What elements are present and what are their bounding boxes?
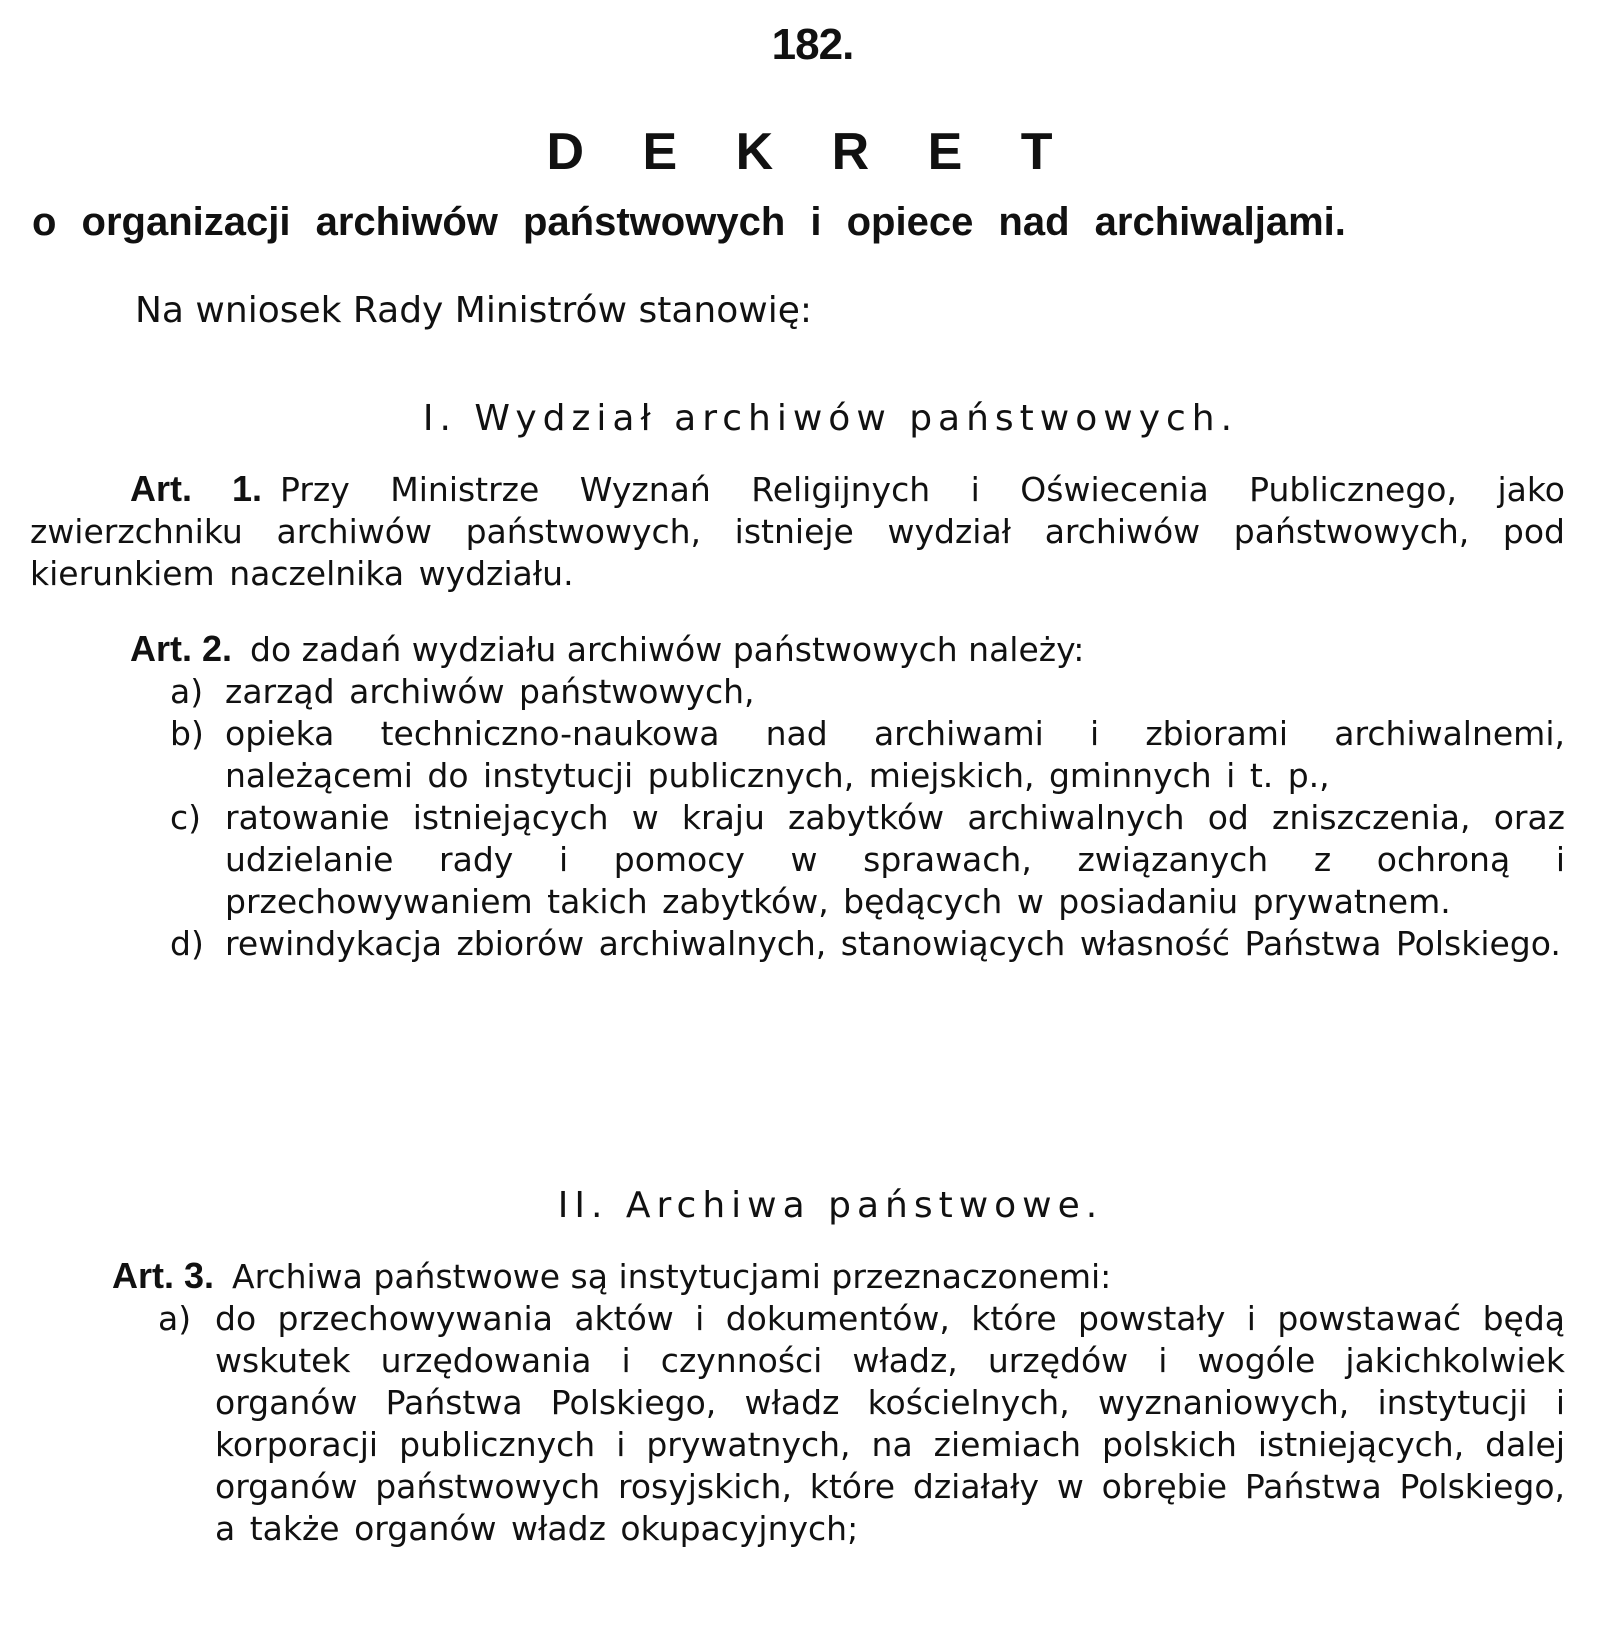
article-3-heading	[30, 1255, 1565, 1298]
article-3-text: Archiwa państwowe są instytucjami przeznaczonemi:	[232, 1257, 1112, 1296]
article-1-label: Art. 1.	[130, 468, 263, 509]
item-marker: b)	[170, 714, 204, 753]
item-text: rewindykacja zbiorów archiwalnych, stanowiących własność Państwa Polskiego.	[225, 924, 1561, 963]
page-number: 182.	[771, 20, 854, 69]
item-text: ratowanie istniejących w kraju zabytków archiwalnych od zniszczenia, oraz udzielanie rady i pomocy w sprawach, związanych z ochroną i przechowywaniem takich zabytków, będących w posiadaniu prywatnem.	[225, 798, 1565, 921]
article-2-label: Art. 2.	[130, 628, 233, 669]
document-title: D E K R E T	[546, 123, 1075, 181]
item-text: zarząd archiwów państwowych,	[225, 672, 755, 711]
article-3-label: Art. 3.	[112, 1255, 215, 1296]
article-1	[30, 468, 1565, 595]
article-2-text: do zadań wydziału archiwów państwowych należy:	[250, 630, 1085, 669]
article-1-text: Przy Ministrze Wyznań Religijnych i Oświecenia Publicznego, jako zwierzchniku archiwów państwowych, istnieje wydział archiwów państwowych, pod kierunkiem naczelnika wydziału.	[30, 470, 1565, 593]
article-2-heading	[30, 628, 1565, 671]
item-text: do przechowywania aktów i dokumentów, które powstały i powstawać będą wskutek urzędowania i czynności władz, urzędów i wogóle jakichkolwiek organów Państwa Polskiego, władz kościelnych, wyznaniowych, instytucji i korporacji publicznych i prywatnych, na ziemiach polskich istniejących, dalej organów państwowych rosyjskich, które działały w obrębie Państwa Polskiego, a także organów władz okupacyjnych;	[215, 1299, 1565, 1548]
section-heading-2: II. Archiwa państwowe.	[557, 1185, 1104, 1226]
document-subtitle: o organizacji archiwów państwowych i opiece nad archiwaljami.	[32, 200, 1346, 244]
item-marker: a)	[158, 1299, 192, 1338]
list-item	[30, 671, 1565, 713]
article-1-paragraph	[30, 468, 1565, 595]
item-text: opieka techniczno-naukowa nad archiwami i zbiorami archiwalnemi, należącemi do instytucji publicznych, miejskich, gminnych i t. p.,	[225, 714, 1565, 795]
article-3-item-list	[30, 1298, 1565, 1550]
item-marker: d)	[170, 924, 204, 963]
list-item	[30, 1298, 1565, 1550]
article-2-item-list	[30, 671, 1565, 965]
item-marker: a)	[170, 672, 204, 711]
list-item	[30, 923, 1565, 965]
list-item	[30, 797, 1565, 923]
list-item	[30, 713, 1565, 797]
item-marker: c)	[170, 798, 202, 837]
article-2	[30, 628, 1565, 965]
section-heading-1: I. Wydział archiwów państwowych.	[422, 398, 1239, 439]
article-3	[30, 1255, 1565, 1550]
preamble: Na wniosek Rady Ministrów stanowię:	[135, 290, 812, 331]
